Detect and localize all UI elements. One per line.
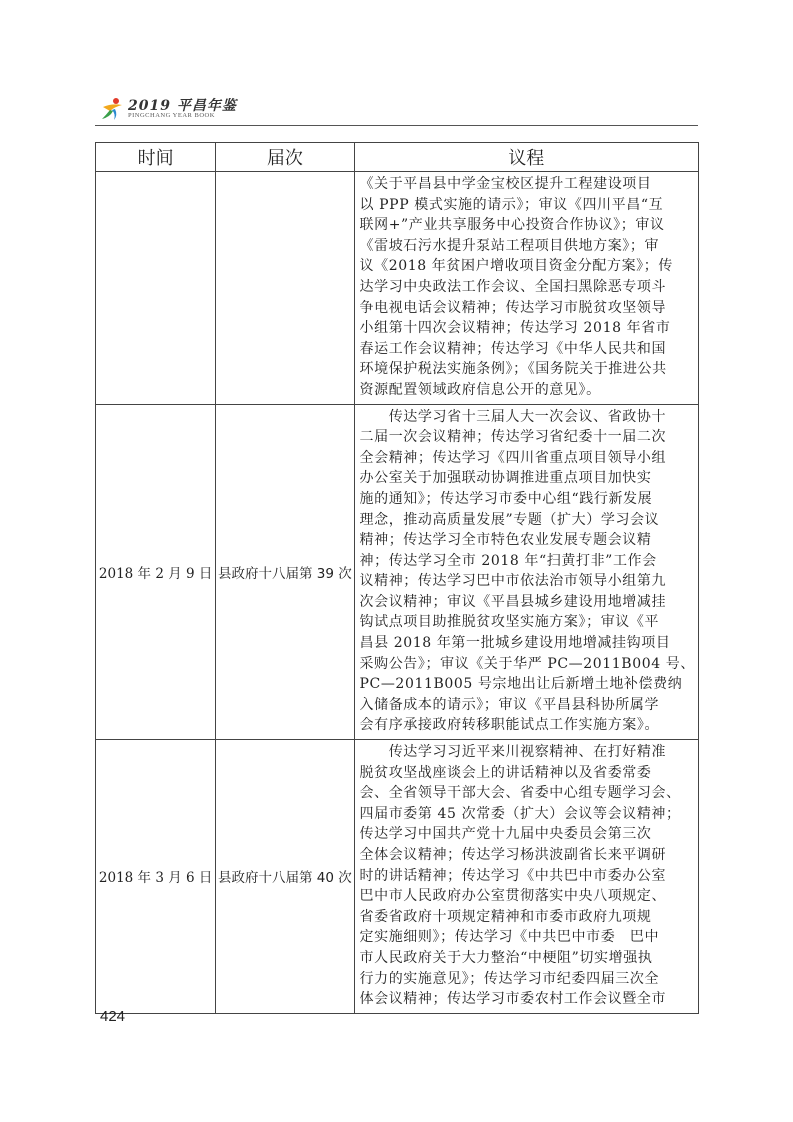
column-header-agenda: 议程 — [354, 143, 699, 172]
agenda-line: 昌县 2018 年第一批城乡建设用地增减挂钩项目 — [359, 635, 671, 652]
agenda-line: 以 PPP 模式实施的请示》；审议《四川平昌“互 — [359, 196, 664, 213]
page-number: 424 — [100, 1008, 126, 1025]
agenda-line: 《雷坡石污水提升泵站工程项目供地方案》；审 — [359, 237, 660, 254]
agenda-line: 定实施细则》；传达学习《中共巴中市委 巴中 — [359, 929, 660, 946]
logo-figure-icon — [100, 97, 124, 121]
agenda-cell — [354, 404, 699, 740]
agenda-line: 会有序承接政府转移职能试点工作实施方案》。 — [359, 717, 660, 734]
agenda-line: 理念，推动高质量发展”专题（扩大）学习会议 — [359, 511, 660, 528]
agenda-line: 达学习中央政法工作会议、全国扫黑除恶专项斗 — [359, 278, 667, 295]
table-row — [96, 740, 699, 1014]
agenda-line: 争电视电话会议精神；传达学习市脱贫攻坚领导 — [359, 299, 667, 316]
agenda-line: 办公室关于加强联动协调推进重点项目加快实 — [359, 470, 652, 487]
agenda-line: 市人民政府关于大力整治“中梗阻”切实增强执 — [359, 949, 653, 966]
agenda-line: 会、全省领导干部大会、省委中心组专题学习会、 — [359, 785, 681, 802]
agenda-line: 《关于平昌县中学金宝校区提升工程建设项目 — [359, 176, 652, 192]
agenda-line: 二届一次会议精神；传达学习省纪委十一届二次 — [359, 429, 667, 446]
agenda-line: 议精神；传达学习巴中市依法治市领导小组第九 — [359, 573, 667, 590]
agenda-line: 议《2018 年贫困户增收项目资金分配方案》；传 — [359, 258, 673, 275]
column-header-session: 届次 — [216, 143, 354, 172]
header-rule — [95, 125, 698, 126]
agenda-line: 春运工作会议精神；传达学习《中华人民共和国 — [359, 340, 667, 357]
session-cell: 县政府十八届第 39 次 — [216, 404, 354, 740]
logo-title: 2019 平昌年鉴 — [128, 98, 237, 114]
agenda-line: 脱贫攻坚战座谈会上的讲话精神以及省委常委 — [359, 764, 652, 781]
agenda-line: 联网+”产业共享服务中心投资合作协议》；审议 — [359, 217, 665, 234]
column-header-time: 时间 — [96, 143, 216, 172]
agenda-line: 体会议精神；传达学习市委农村工作会议暨全市 — [359, 991, 667, 1008]
agenda-line: 省委省政府十项规定精神和市委市政府九项规 — [359, 908, 652, 925]
agenda-line: 四届市委第 45 次常委（扩大）会议等会议精神； — [359, 805, 681, 822]
agenda-line: 全体会议精神；传达学习杨洪波副省长来平调研 — [359, 847, 667, 863]
agenda-line: 小组第十四次会议精神；传达学习 2018 年省市 — [359, 320, 671, 337]
agenda-line: 入储备成本的请示》；审议《平昌县科协所属学 — [359, 696, 660, 713]
date-cell: 2018 年 3 月 6 日 — [96, 740, 216, 1014]
agenda-line: 神；传达学习全市 2018 年“扫黄打非”工作会 — [359, 552, 657, 569]
table-row — [96, 404, 699, 740]
agenda-line: 传达学习省十三届人大一次会议、省政协十 — [359, 408, 667, 425]
agenda-line: 资源配置领域政府信息公开的意见》。 — [359, 381, 601, 398]
agenda-line: 采购公告》；审议《关于华严 PC—2011B004 号、 — [359, 655, 695, 672]
session-cell — [216, 172, 354, 405]
yearbook-logo — [100, 95, 300, 125]
agenda-cell — [354, 740, 699, 1014]
session-cell: 县政府十八届第 40 次 — [216, 740, 354, 1014]
agenda-line: 全会精神；传达学习《四川省重点项目领导小组 — [359, 449, 667, 466]
agenda-line: 传达学习中国共产党十九届中央委员会第三次 — [359, 826, 652, 843]
agenda-line: 环境保护税法实施条例》；《国务院关于推进公共 — [359, 361, 667, 378]
agenda-cell — [354, 172, 699, 405]
date-cell: 2018 年 2 月 9 日 — [96, 404, 216, 740]
agenda-line: 时的讲话精神；传达学习《中共巴中市委办公室 — [359, 867, 667, 884]
agenda-line: 精神；传达学习全市特色农业发展专题会议精 — [359, 532, 652, 549]
agenda-line: PC—2011B005 号宗地出让后新增土地补偿费纳 — [359, 676, 683, 693]
table-row — [96, 172, 699, 405]
agenda-line: 钩试点项目助推脱贫攻坚实施方案》；审议《平 — [359, 614, 660, 631]
date-cell — [96, 172, 216, 405]
meeting-table — [95, 142, 699, 1014]
table-header-row — [96, 143, 699, 172]
agenda-line: 施的通知》；传达学习市委中心组“践行新发展 — [359, 490, 653, 507]
agenda-line: 巴中市人民政府办公室贯彻落实中央八项规定、 — [359, 888, 667, 905]
logo-subtitle: PINGCHANG YEAR BOOK — [128, 112, 215, 119]
agenda-line: 次会议精神；审议《平昌县城乡建设用地增减挂 — [359, 593, 667, 610]
agenda-line: 传达学习习近平来川视察精神、在打好精准 — [359, 744, 667, 761]
agenda-line: 行力的实施意见》；传达学习市纪委四届三次全 — [359, 970, 660, 987]
